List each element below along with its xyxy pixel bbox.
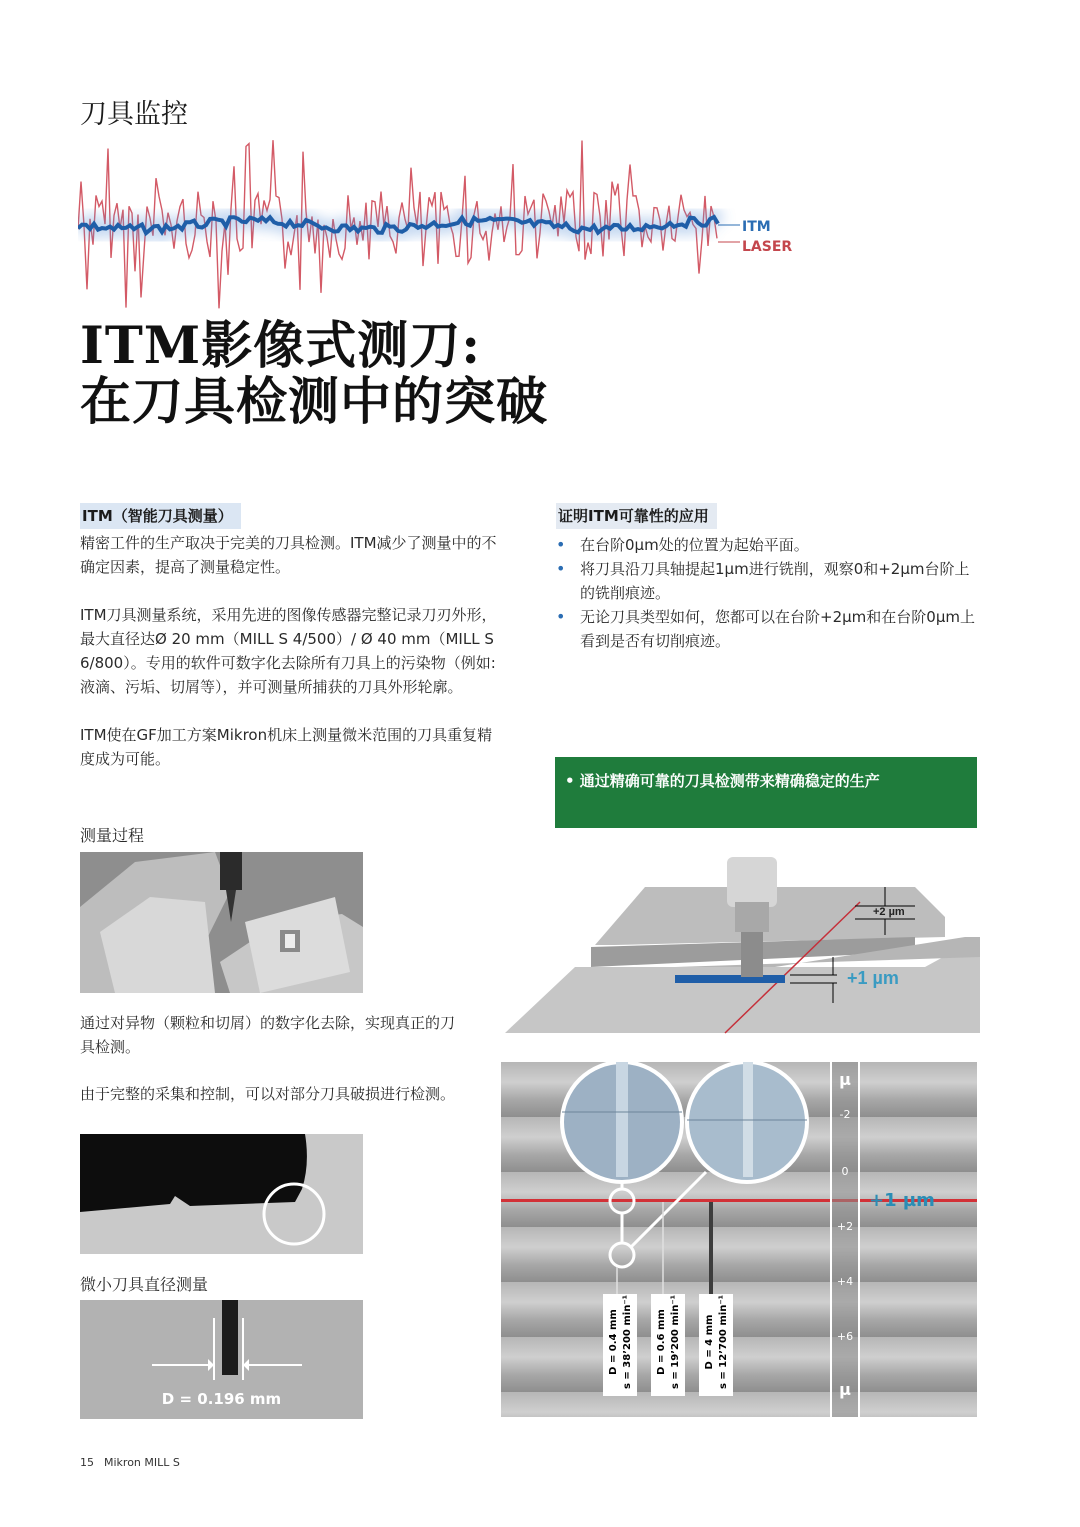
diameter-label: D = 0.196 mm bbox=[161, 1390, 282, 1408]
headline bbox=[80, 318, 548, 430]
page-footer bbox=[80, 1456, 190, 1469]
tool-diameter-label: D = 4 mm bbox=[704, 1314, 715, 1370]
red-line-label: +1 µm bbox=[869, 1190, 935, 1211]
magnifier-callouts bbox=[501, 1062, 977, 1417]
scale-label: +2 bbox=[836, 1220, 854, 1233]
tool-label-box bbox=[651, 1294, 685, 1396]
footer-brand: Mikron MILL S bbox=[104, 1456, 180, 1469]
tool-speed-label: s = 12’700 min⁻¹ bbox=[718, 1295, 729, 1389]
tool-breakage-photo bbox=[80, 1134, 363, 1254]
step-label-plus2: +2 µm bbox=[873, 906, 905, 918]
scale-label: µ bbox=[839, 1070, 851, 1089]
measure-text-2: 由于完整的采集和控制，可以对部分刀具破损进行检测。 bbox=[80, 1085, 456, 1103]
itm-laser-wave-graphic bbox=[78, 130, 798, 320]
highlight-box: • 通过精确可靠的刀具检测带来精确稳定的生产 bbox=[555, 757, 977, 828]
left-paragraph-2: ITM刀具测量系统，采用先进的图像传感器完整记录刀刃外形，最大直径达Ø 20 mm（MILL S 4/500）/ Ø 40 mm（MILL S 6/800）。专用的软件可数字化去除所有刀具上的污染物（例如: 液滴、污垢、切屑等），并可测量所捕获的刀具外形轮廓。 bbox=[80, 606, 497, 696]
surface-scale-photo bbox=[501, 1062, 977, 1417]
scale-label: -2 bbox=[839, 1108, 851, 1121]
application-tag: 证明ITM可靠性的应用 bbox=[556, 503, 717, 529]
itm-tag: ITM（智能刀具测量） bbox=[80, 503, 241, 529]
scale-label: 0 bbox=[841, 1165, 849, 1178]
scale-label: µ bbox=[839, 1380, 851, 1399]
step-milling-diagram bbox=[505, 857, 980, 1035]
tool-label-box bbox=[603, 1294, 637, 1396]
headline-line-1: ITM影像式测刀: bbox=[80, 316, 482, 376]
caption-small-diameter: 微小刀具直径测量 bbox=[80, 1275, 209, 1294]
diameter-measure-photo bbox=[80, 1300, 363, 1419]
page-title: 刀具监控 bbox=[80, 99, 188, 130]
bullet-item: • 在台阶0μm处的位置为起始平面。 bbox=[556, 533, 981, 557]
left-paragraph-1: 精密工件的生产取决于完美的刀具检测。ITM减少了测量中的不确定因素，提高了测量稳定性。 bbox=[80, 534, 497, 576]
measure-text-1: 通过对异物（颗粒和切屑）的数字化去除，实现真正的刀具检测。 bbox=[80, 1014, 456, 1056]
page-number: 15 bbox=[80, 1456, 94, 1469]
bullet-item: • 将刀具沿刀具轴提起1μm进行铣削，观察0和+2μm台阶上的铣削痕迹。 bbox=[556, 557, 981, 605]
tool-speed-label: s = 38’200 min⁻¹ bbox=[622, 1295, 633, 1389]
left-column bbox=[80, 503, 505, 795]
legend-laser: LASER bbox=[742, 239, 793, 255]
application-bullets bbox=[556, 533, 981, 653]
step-label-plus1: +1 µm bbox=[847, 968, 899, 988]
legend-itm: ITM bbox=[742, 219, 771, 235]
right-column bbox=[556, 503, 981, 653]
tool-diameter-label: D = 0.4 mm bbox=[608, 1309, 619, 1375]
bullet-item: • 无论刀具类型如何，您都可以在台阶+2μm和在台阶0μm上看到是否有切削痕迹。 bbox=[556, 605, 981, 653]
caption-measure-process: 测量过程 bbox=[80, 826, 145, 845]
scale-label: +4 bbox=[836, 1275, 854, 1288]
tool-diameter-label: D = 0.6 mm bbox=[656, 1309, 667, 1375]
tool-label-box bbox=[699, 1294, 733, 1396]
headline-line-2: 在刀具检测中的突破 bbox=[80, 372, 549, 432]
left-paragraph-3: ITM使在GF加工方案Mikron机床上测量微米范围的刀具重复精度成为可能。 bbox=[80, 726, 493, 768]
scale-label: +6 bbox=[836, 1330, 854, 1343]
measure-process-photo bbox=[80, 852, 363, 993]
tool-speed-label: s = 19’200 min⁻¹ bbox=[670, 1295, 681, 1389]
